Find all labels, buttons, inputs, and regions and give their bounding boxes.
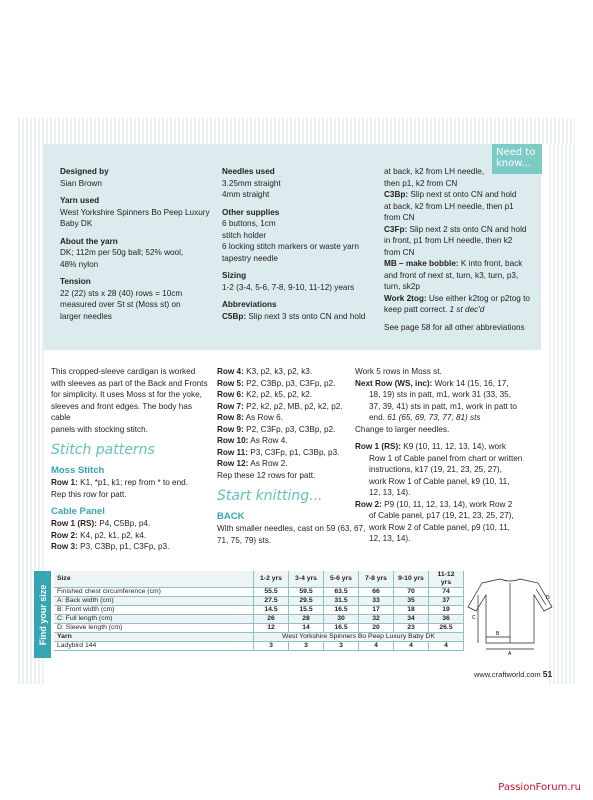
table-row: C: Full length (cm) 26 28 30 32 34 36 bbox=[54, 615, 464, 624]
cable-panel-heading: Cable Panel bbox=[51, 506, 105, 517]
watermark: PassionForum.ru bbox=[498, 782, 581, 793]
stitch-patterns-heading: Stitch patterns bbox=[51, 442, 155, 458]
dimension-d-line bbox=[536, 589, 546, 605]
tension-heading: Tension bbox=[60, 277, 91, 286]
label-c: C bbox=[472, 615, 476, 621]
table-row: D: Sleeve length (cm) 12 14 16.5 20 23 26.5 bbox=[54, 624, 464, 633]
table-row: Finished chest circumference (cm) 55.5 59.5 63.5 66 70 74 bbox=[54, 588, 464, 597]
find-your-size-tab: Find your size bbox=[34, 571, 51, 658]
start-knitting-heading: Start knitting... bbox=[217, 488, 323, 504]
table-row: Ladybird 144 3 3 3 4 4 4 bbox=[54, 642, 464, 651]
sizing-heading: Sizing bbox=[222, 271, 247, 280]
abbreviations-heading: Abbreviations bbox=[222, 300, 277, 309]
label-b: B bbox=[496, 631, 500, 637]
table-row: A: Back width (cm) 27.5 29.5 31.5 33 35 37 bbox=[54, 597, 464, 606]
cardigan-diagram-icon bbox=[466, 573, 554, 655]
designed-by-heading: Designed by bbox=[60, 167, 109, 176]
website-url: www.craftworld.com bbox=[474, 670, 541, 679]
decorative-stripe-top bbox=[18, 118, 575, 144]
table-header-row: Size 1-2 yrs 3-4 yrs 5-6 yrs 7-8 yrs 9-10 yrs 11-12 yrs bbox=[54, 571, 464, 588]
size-section bbox=[34, 571, 554, 658]
pattern-column-2: Row 4: K3, p2, k3, p2, k3. Row 5: P2, C3Bp, p3, C3Fp, p2. Row 6: K2, p2, k5, p2, k2. Row 7: P2, k2, p2, MB, p2, k2, p2. Row 8: As Row 6. Row 9: P2, C3Fp, p3, C3Bp, p2. Row 10: As Row 4. Row 11: P3, C3Fp, p1, C3Bp, p3. Row 12: As Row 2. Rep these 12 rows for patt. Start knitting... BACK With smaller needles, cast on 59 (63, 67, 71, 75, 79) sts. bbox=[217, 366, 382, 546]
needles-heading: Needles used bbox=[222, 167, 275, 176]
need-to-know-badge: Need to know... bbox=[492, 144, 542, 174]
yarn-header-row: Yarn West Yorkshire Spinners Bo Peep Luxury Baby DK bbox=[54, 633, 464, 642]
yarn-used-heading: Yarn used bbox=[60, 196, 100, 205]
label-a: A bbox=[508, 651, 512, 655]
designer-name: Sian Brown bbox=[60, 178, 102, 188]
info-column-2: Needles used 3.25mm straight 4mm straight Other supplies 6 buttons, 1cm stitch holder 6 locking stitch markers or waste yarn tapestry needle Sizing 1-2 (3-4, 5-6, 7-8, 9-10, 11-12) years Abbreviations C5Bp: Slip next 3 sts onto CN and hold bbox=[222, 166, 382, 328]
size-table bbox=[54, 571, 464, 651]
back-heading: BACK bbox=[217, 511, 245, 522]
info-column-1: Designed by Sian Brown Yarn used West Yorkshire Spinners Bo Peep Luxury Baby DK About the yarn DK; 112m per 50g ball; 52% wool, 48% nylon Tension 22 (22) sts x 28 (40) rows = 10cm measured over St st (Moss st) on larger needles bbox=[60, 167, 210, 321]
page-footer bbox=[474, 669, 552, 679]
supplies-heading: Other supplies bbox=[222, 207, 280, 217]
about-yarn-heading: About the yarn bbox=[60, 236, 118, 246]
page-number: 51 bbox=[542, 669, 553, 679]
label-d: D bbox=[546, 595, 550, 601]
pattern-column-3: Work 5 rows in Moss st. Next Row (WS, inc): Work 14 (15, 16, 17, 18, 19) sts in patt, m1, work 31 (33, 35, 37, 39, 41) sts in patt, m1, work in patt to end. 61 (65, 69, 73, 77, 81) sts Change to larger needles. Row 1 (RS): K9 (10, 11, 12, 13, 14), work Row 1 of Cable panel from chart or written instructions, k17 (19, 21, 23, 25, 27), work Row 1 of Cable panel, k9 (10, 11, 12, 13, 14). Row 2: P9 (10, 11, 12, 13, 14), work Row 2 of Cable panel, p17 (19, 21, 23, 25, 27), work Row 2 of Cable panel, p9 (10, 11, 12, 13, 14). bbox=[355, 367, 523, 543]
pattern-column-1: This cropped-sleeve cardigan is worked with sleeves as part of the Back and Fronts for simplicity. It uses Moss st for the yoke, sleeves and front edges. The body has cable panels with stocking stitch. Stitch patterns Moss Stitch Row 1: K1, *p1, k1; rep from * to end. Rep this row for patt. Cable Panel Row 1 (RS): P4, C5Bp, p4. Row 2: K4, p2, k1, p2, k4. Row 3: P3, C3Bp, p1, C3Fp, p3. bbox=[51, 366, 211, 553]
moss-stitch-heading: Moss Stitch bbox=[51, 465, 105, 476]
table-row: B: Front width (cm) 14.5 15.5 16.5 17 18 19 bbox=[54, 606, 464, 615]
info-column-3: at back, k2 from LH needle, then p1, k2 from CN C3Bp: Slip next st onto CN and hold at back, k2 from LH needle, then p1 from CN C3Fp: Slip next 2 sts onto CN and hold in front, p1 from LH needle, then k2 from CN MB – make bobble: K into front, back and front of next st, turn, k3, turn, p3, turn, sk2p Work 2tog: Use either k2tog or p2tog to keep patt correct. 1 st dec'd See page 58 for all other abbreviations bbox=[384, 167, 530, 332]
